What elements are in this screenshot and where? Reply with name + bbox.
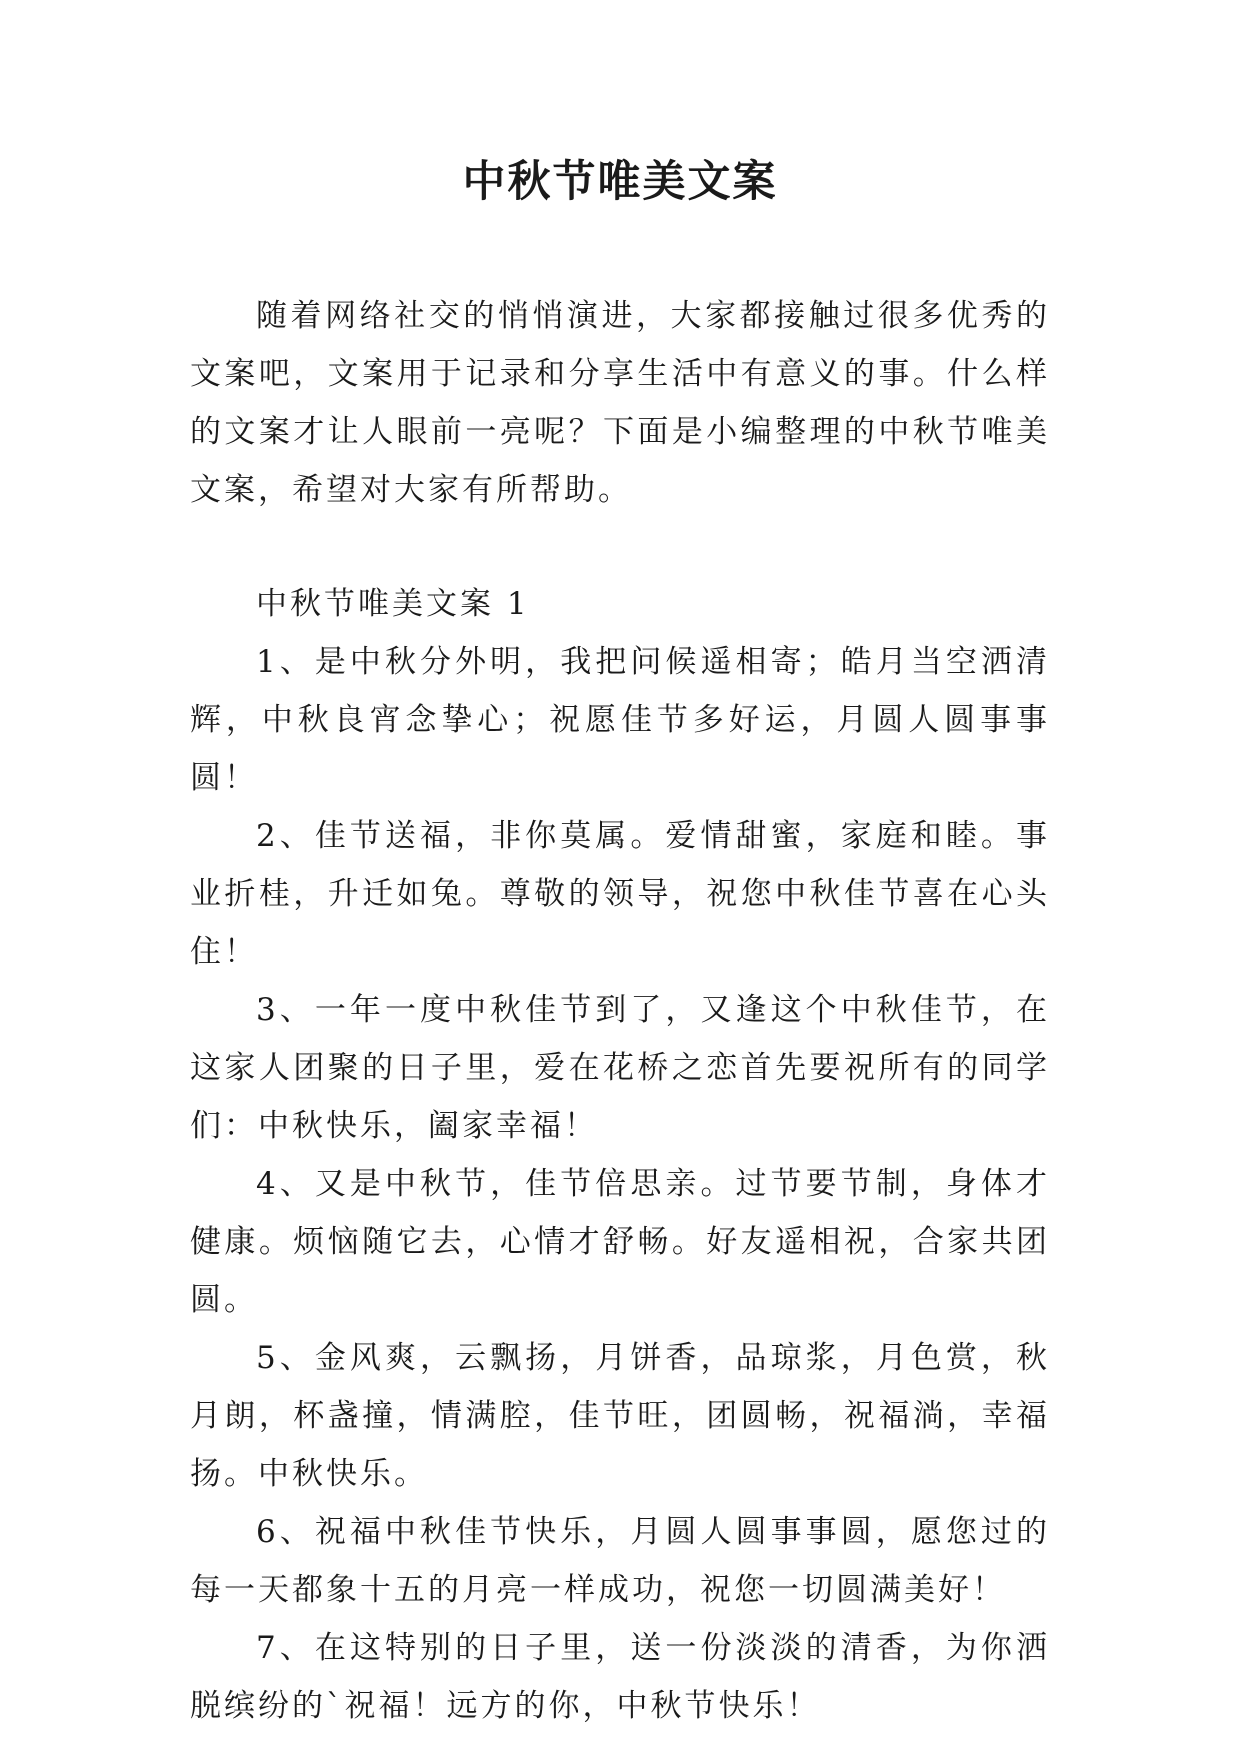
list-item: 7、在这特别的日子里，送一份淡淡的清香，为你洒脱缤纷的`祝福！远方的你，中秋节快乐！ <box>190 1630 1050 1724</box>
list-item: 5、金风爽，云飘扬，月饼香，品琼浆，月色赏，秋月朗，杯盏撞，情满腔，佳节旺，团圆畅，祝福淌，幸福扬。中秋快乐。 <box>190 1340 1050 1492</box>
section-1 <box>190 575 1050 1735</box>
section-heading: 中秋节唯美文案 1 <box>256 586 530 622</box>
list-item: 6、祝福中秋佳节快乐，月圆人圆事事圆，愿您过的每一天都象十五的月亮一样成功，祝您一切圆满美好！ <box>190 1514 1050 1608</box>
list-item: 2、佳节送福，非你莫属。爱情甜蜜，家庭和睦。事业折桂，升迁如兔。尊敬的领导，祝您中秋佳节喜在心头住！ <box>190 818 1050 970</box>
intro-paragraph: 随着网络社交的悄悄演进，大家都接触过很多优秀的文案吧，文案用于记录和分享生活中有意义的事。什么样的文案才让人眼前一亮呢？下面是小编整理的中秋节唯美文案，希望对大家有所帮助。 <box>190 298 1050 508</box>
list-item: 4、又是中秋节，佳节倍思亲。过节要节制，身体才健康。烦恼随它去，心情才舒畅。好友遥相祝，合家共团圆。 <box>190 1166 1050 1318</box>
list-item: 3、一年一度中秋佳节到了，又逢这个中秋佳节，在这家人团聚的日子里，爱在花桥之恋首先要祝所有的同学们：中秋快乐，阖家幸福！ <box>190 992 1050 1144</box>
list-item: 1、是中秋分外明，我把问候遥相寄；皓月当空洒清辉，中秋良宵念挚心；祝愿佳节多好运，月圆人圆事事圆！ <box>190 644 1050 796</box>
document-title: 中秋节唯美文案 <box>462 157 778 207</box>
